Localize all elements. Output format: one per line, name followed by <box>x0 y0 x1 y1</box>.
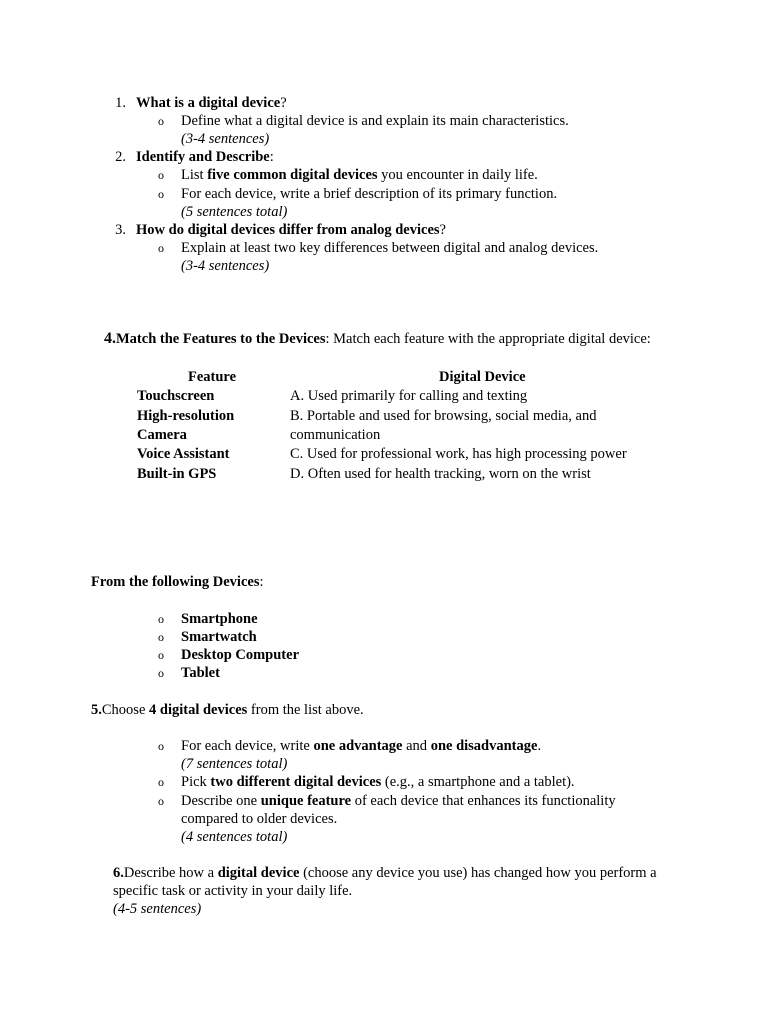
q2-title-tail: : <box>269 149 274 165</box>
q2-title <box>136 148 274 166</box>
q2-bullet-list <box>181 166 538 184</box>
q5-bullet-pick <box>181 773 575 791</box>
table-header-feature: Feature <box>188 369 237 385</box>
bullet-marker: o <box>158 168 164 182</box>
q4-number: 4. <box>104 330 116 347</box>
bullet-marker: o <box>158 241 164 255</box>
bullet-marker: o <box>158 739 164 753</box>
q3-title-tail: ? <box>439 222 446 238</box>
feature-built-in-gps: Built-in GPS <box>137 466 217 482</box>
bullet-marker: o <box>158 187 164 201</box>
q1-note: (3-4 sentences) <box>181 131 270 147</box>
bullet-marker: o <box>158 630 164 644</box>
q1-bullet-define: Define what a digital device is and explain its main characteristics. <box>181 113 569 129</box>
q5-b1-bold2: one disadvantage <box>430 738 538 754</box>
devices-list-title-bold: From the following Devices <box>91 574 260 590</box>
bullet-marker: o <box>158 114 164 128</box>
q2-note: (5 sentences total) <box>181 204 288 220</box>
q5-b3-pre: Describe one <box>181 793 261 809</box>
q3-number: 3. <box>115 222 126 238</box>
q5-b2-post: (e.g., a smartphone and a tablet). <box>381 774 575 790</box>
q3-title-bold: How do digital devices differ from analog devices <box>136 222 440 238</box>
q5-post: from the list above. <box>247 702 364 718</box>
q3-title <box>136 221 446 239</box>
q2-b1-pre: List <box>181 167 208 183</box>
q6-heading <box>113 864 657 882</box>
q4-heading <box>104 330 651 348</box>
feature-camera: Camera <box>137 427 187 443</box>
q5-b2-bold: two different digital devices <box>210 774 382 790</box>
bullet-marker: o <box>158 666 164 680</box>
q1-title-tail: ? <box>280 95 287 111</box>
q3-bullet-explain: Explain at least two key differences between digital and analog devices. <box>181 240 599 256</box>
bullet-marker: o <box>158 775 164 789</box>
q1-number: 1. <box>115 95 126 111</box>
device-option-b: B. Portable and used for browsing, social media, and <box>290 408 597 424</box>
device-option-a: A. Used primarily for calling and texting <box>290 388 528 404</box>
q1-title-bold: What is a digital device <box>136 95 281 111</box>
q2-number: 2. <box>115 149 126 165</box>
devices-list-title-tail: : <box>259 574 264 590</box>
device-tablet: Tablet <box>181 665 220 681</box>
q5-b3-post: of each device that enhances its functionality <box>351 793 616 809</box>
q5-b1-mid: and <box>402 738 431 754</box>
q6-note: (4-5 sentences) <box>113 901 202 917</box>
q5-heading <box>91 701 364 719</box>
q1-title <box>136 94 287 112</box>
q4-title-tail: : Match each feature with the appropriate digital device: <box>325 331 651 347</box>
device-smartphone: Smartphone <box>181 611 258 627</box>
feature-touchscreen: Touchscreen <box>137 388 215 404</box>
device-smartwatch: Smartwatch <box>181 629 257 645</box>
table-header-device: Digital Device <box>439 369 526 385</box>
bullet-marker: o <box>158 648 164 662</box>
device-desktop-computer: Desktop Computer <box>181 647 300 663</box>
q5-pre: Choose <box>101 702 149 718</box>
q5-b3-line2: compared to older devices. <box>181 811 338 827</box>
feature-voice-assistant: Voice Assistant <box>137 446 230 462</box>
q5-bullet-advantage <box>181 737 541 755</box>
q5-b1-bold1: one advantage <box>313 738 403 754</box>
bullet-marker: o <box>158 794 164 808</box>
bullet-marker: o <box>158 612 164 626</box>
q6-number: 6. <box>113 865 124 881</box>
device-option-c: C. Used for professional work, has high processing power <box>290 446 627 462</box>
q5-b3-bold: unique feature <box>260 793 352 809</box>
device-option-d: D. Often used for health tracking, worn on the wrist <box>290 466 591 482</box>
q2-bullet-describe: For each device, write a brief description of its primary function. <box>181 186 558 202</box>
q5-note2: (4 sentences total) <box>181 829 288 845</box>
q6-bold: digital device <box>217 865 300 881</box>
q5-b2-pre: Pick <box>181 774 211 790</box>
q5-b1-post: . <box>537 738 542 754</box>
q5-bullet-describe <box>181 792 616 810</box>
q2-b1-post: you encounter in daily life. <box>377 167 538 183</box>
device-option-b-cont: communication <box>290 427 381 443</box>
q6-post: (choose any device you use) has changed how you perform a <box>299 865 657 881</box>
q5-number: 5. <box>91 702 102 718</box>
feature-high-resolution: High-resolution <box>137 408 235 424</box>
q6-line2: specific task or activity in your daily life. <box>113 883 353 899</box>
q5-note1: (7 sentences total) <box>181 756 288 772</box>
devices-list-heading <box>91 573 264 591</box>
q5-bold: 4 digital devices <box>149 702 248 718</box>
q6-pre: Describe how a <box>123 865 218 881</box>
q2-title-bold: Identify and Describe <box>136 149 270 165</box>
q3-note: (3-4 sentences) <box>181 258 270 274</box>
q2-b1-bold: five common digital devices <box>207 167 378 183</box>
q4-title-bold: Match the Features to the Devices <box>116 331 326 347</box>
q5-b1-pre: For each device, write <box>181 738 314 754</box>
